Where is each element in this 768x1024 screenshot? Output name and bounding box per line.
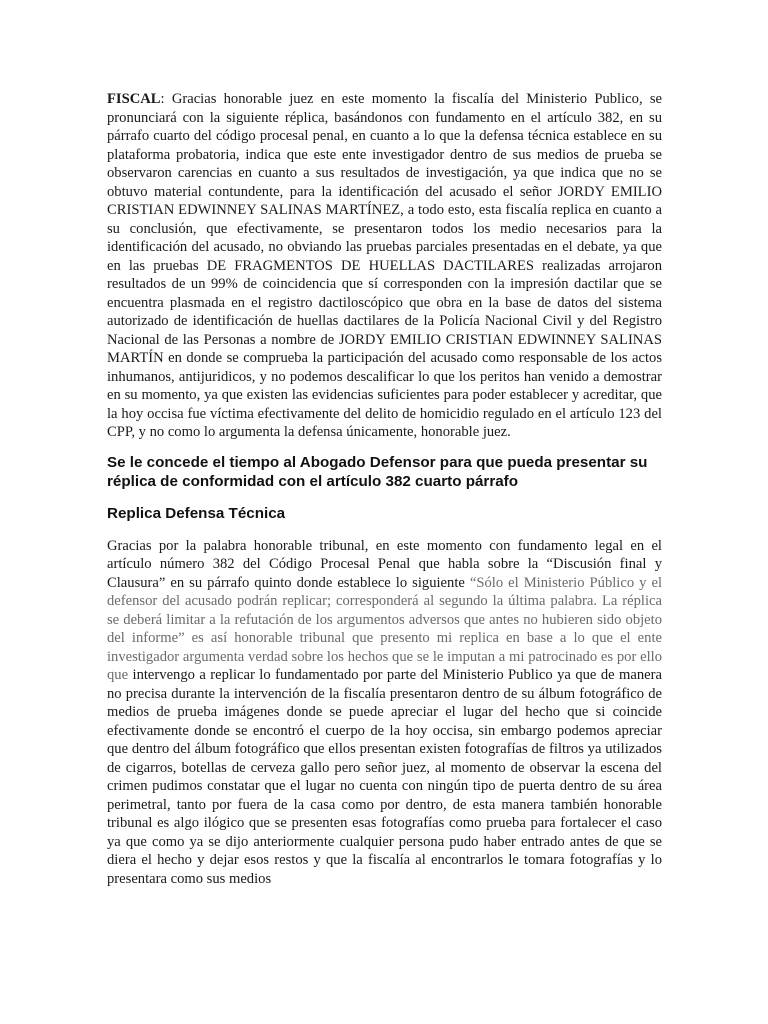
section-heading-defense-time: Se le concede el tiempo al Abogado Defensor para que pueda presentar su réplica de conformidad con el artículo 382 cuarto párrafo (107, 453, 648, 490)
document-page (107, 90, 662, 888)
prosecutor-reply-paragraph (107, 90, 662, 442)
speaker-label: FISCAL (107, 91, 161, 107)
defense-reply-body: intervengo a replicar lo fundamentado por parte del Ministerio Publico ya que de manera no precisa durante la intervención de la fiscalía presentaron dentro de su álbum fotográfico de medios de prueba imágenes donde se puede apreciar el lugar del hecho que si coincide efectivamente donde se encontró el cuerpo de la hoy occisa, sin embargo podemos apreciar que dentro del álbum fotográfico que ellos presentan existen fotografías de filtros ya utilizados de cigarros, botellas de cerveza gallo pero señor juez, al momento de observar la escena del crimen pudimos constatar que el lugar no cuenta con ningún tipo de puerta dentro de su área perimetral, tanto por fuera de la casa como por dentro, de esta manera también honorable tribunal es algo ilógico que se presenten esas fotografías como prueba para fortalecer el caso ya que como ya se dijo anteriormente cualquier persona pudo haber entrado antes de que se diera el hecho y dejar esos restos y que la fiscalía al encontrarlos le tomara fotografías y lo presentara como sus medios (107, 667, 662, 887)
defense-reply-intro: Gracias por la palabra honorable tribunal, en este momento con fundamento legal en el artículo número 382 del Código Procesal Penal que habla sobre la “Discusión final y Clausura” en su párrafo quinto donde establece lo siguiente (107, 537, 662, 591)
defense-reply-quote: “Sólo el Ministerio Público y el defensor del acusado podrán replicar; corresponderá al segundo la última palabra. La réplica se deberá limitar a la refutación de los argumentos adversos que antes no hubieren sido objeto del informe” es así honorable tribunal que presento mi replica en base a lo que el ente investigador argumenta verdad sobre los hechos que se le imputan a mi patrocinado es por ello que (107, 574, 662, 683)
defense-reply-paragraph (107, 537, 662, 889)
prosecutor-reply-text: : Gracias honorable juez en este momento la fiscalía del Ministerio Publico, se pronunciará con la siguiente réplica, basándonos con fundamento en el artículo 382, en su párrafo cuarto del código procesal penal, en cuanto a lo que la defensa técnica establece en su plataforma probatoria, indica que este ente investigador dentro de sus medios de prueba se observaron carencias en cuanto a sus resultados de investigación, ya que indica que no se obtuvo material contundente, para la identificación del acusado el señor JORDY EMILIO CRISTIAN EDWINNEY SALINAS MARTÍNEZ, a todo esto, esta fiscalía replica en cuanto a su conclusión, que efectivamente, se presentaron todos los medio necesarios para la identificación del acusado, no obviando las pruebas parciales presentadas en el debate, ya que en las pruebas DE FRAGMENTOS DE HUELLAS DACTILARES realizadas arrojaron resultados de un 99% de coincidencia que sí corresponden con la impresión dactilar que se encuentra plasmada en el registro dactiloscópico que obra en la base de datos del sistema autorizado de identificación de huellas dactilares de la Policía Nacional Civil y del Registro Nacional de las Personas a nombre de JORDY EMILIO CRISTIAN EDWINNEY SALINAS MARTÍN en donde se comprueba la participación del acusado como responsable de los actos inhumanos, antijuridicos, y no podemos descalificar lo que los peritos han venido a demostrar en su momento, ya que existen las evidencias suficientes para poder establecer y acreditar, que la hoy occisa fue víctima efectivamente del delito de homicidio regulado en el artículo 123 del CPP, y no como lo argumenta la defensa únicamente, honorable juez. (107, 91, 662, 440)
section-heading-defense-reply: Replica Defensa Técnica (107, 504, 286, 522)
